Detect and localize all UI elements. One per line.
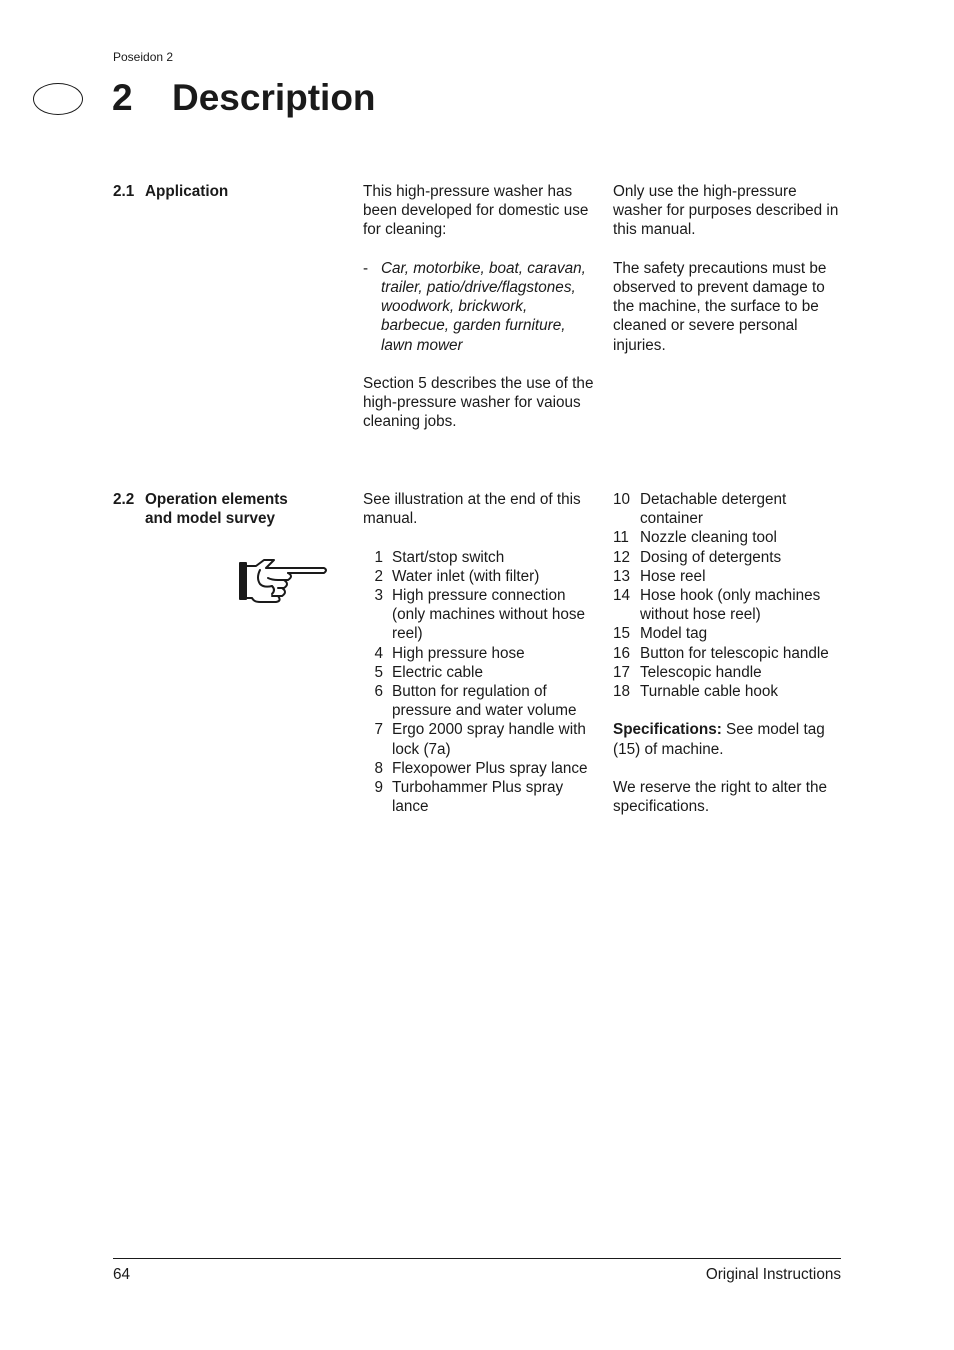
dash-marker: - bbox=[363, 259, 369, 277]
application-intro: This high-pressure washer has been developed for domestic use for cleaning: bbox=[363, 183, 589, 239]
chapter-title: Description bbox=[172, 77, 376, 118]
application-uses: Car, motorbike, boat, caravan, trailer, patio/drive/flagstones, woodwork, brickwork, barbecue, garden furniture, lawn mower bbox=[381, 259, 586, 354]
list-item: 8 Flexopower Plus spray lance bbox=[374, 759, 588, 777]
pointing-hand-icon bbox=[238, 556, 330, 604]
application-use-list-item bbox=[363, 259, 598, 355]
list-item: 1 Start/stop switch bbox=[374, 548, 505, 566]
list-item: 6 Button for regulation of pressure and water volume bbox=[374, 683, 577, 720]
list-item: 5 Electric cable bbox=[374, 663, 483, 681]
list-item: 12 Dosing of detergents bbox=[613, 548, 782, 566]
section-number-2-1: 2.1 bbox=[113, 183, 135, 200]
running-header: Poseidon 2 bbox=[113, 50, 174, 64]
specifications-label: Specifications: bbox=[613, 721, 722, 739]
list-item: 18 Turnable cable hook bbox=[613, 683, 779, 701]
application-safety-note: The safety precautions must be observed to prevent damage to the machine, the surface to be cleaned or severe personal injuries. bbox=[613, 259, 827, 354]
list-item: 2 Water inlet (with filter) bbox=[374, 567, 540, 585]
chapter-number: 2 bbox=[112, 77, 133, 118]
application-middle-column bbox=[363, 182, 598, 432]
list-item: 10 Detachable detergent container bbox=[613, 491, 787, 528]
list-item: 4 High pressure hose bbox=[374, 644, 525, 662]
application-outro: Section 5 describes the use of the high-pressure washer for vaious cleaning jobs. bbox=[363, 375, 594, 431]
list-item: 15 Model tag bbox=[613, 625, 708, 643]
page-number: 64 bbox=[113, 1266, 131, 1283]
operation-intro: See illustration at the end of this manual. bbox=[363, 491, 581, 528]
list-item: 11 Nozzle cleaning tool bbox=[613, 529, 777, 547]
section-title-operation-elements bbox=[145, 490, 288, 528]
list-item: 3 High pressure connection (only machines without hose reel) bbox=[374, 587, 586, 643]
list-item: 7 Ergo 2000 spray handle with lock (7a) bbox=[374, 721, 586, 758]
operation-elements-list-1-9 bbox=[363, 548, 598, 817]
language-tab-oval bbox=[33, 83, 83, 115]
operation-middle-column bbox=[363, 490, 598, 816]
specifications-text: See model tag (15) of machine. bbox=[613, 721, 825, 758]
footer-original-instructions: Original Instructions bbox=[705, 1266, 841, 1283]
reserve-right-note: We reserve the right to alter the specifications. bbox=[613, 779, 827, 816]
application-right-column bbox=[613, 182, 848, 355]
specifications-note bbox=[613, 720, 848, 758]
list-item: 14 Hose hook (only machines without hose reel) bbox=[613, 587, 821, 624]
section-title-line-1: Operation elements bbox=[145, 491, 288, 508]
section-title-application: Application bbox=[145, 183, 229, 200]
application-purpose-note: Only use the high-pressure washer for purposes described in this manual. bbox=[613, 183, 839, 239]
section-number-2-2: 2.2 bbox=[113, 491, 135, 508]
operation-right-column bbox=[613, 490, 848, 816]
list-item: 9 Turbohammer Plus spray lance bbox=[374, 779, 564, 816]
section-title-line-2: and model survey bbox=[145, 510, 276, 528]
list-item: 16 Button for telescopic handle bbox=[613, 644, 829, 662]
operation-elements-list-10-18 bbox=[613, 490, 848, 701]
list-item: 17 Telescopic handle bbox=[613, 663, 762, 681]
footer-rule bbox=[113, 1258, 841, 1259]
list-item: 13 Hose reel bbox=[613, 567, 706, 585]
